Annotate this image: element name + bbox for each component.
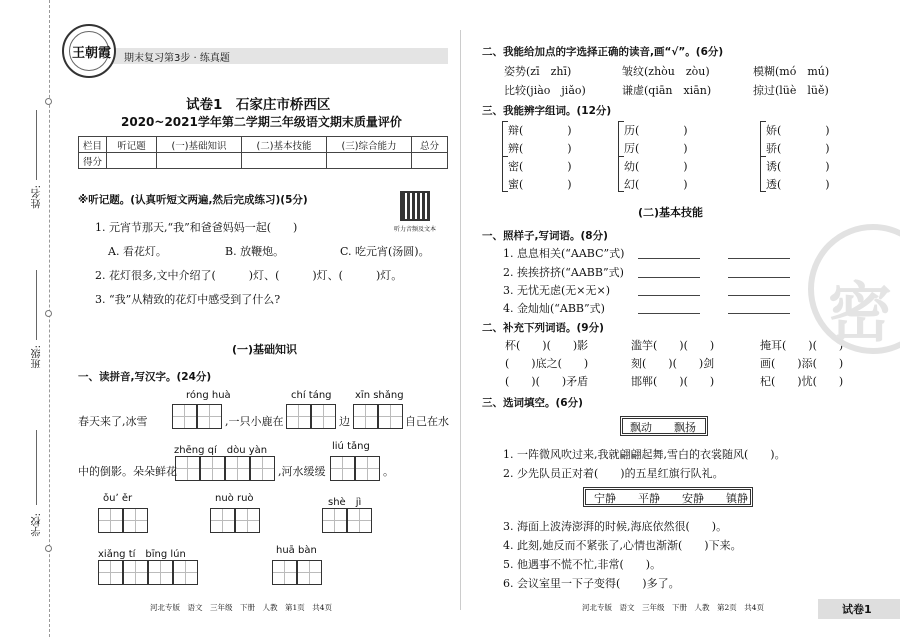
score-header-cell: (一)基础知识 bbox=[157, 137, 242, 153]
char-box[interactable] bbox=[197, 404, 222, 429]
idiom-item[interactable]: 刻( )( )剑 bbox=[631, 357, 715, 370]
sentence-part: 。 bbox=[383, 465, 394, 478]
char-box[interactable] bbox=[311, 404, 336, 429]
score-row-label: 得分 bbox=[79, 153, 107, 169]
char-box[interactable] bbox=[225, 456, 250, 481]
sentence-part: ,一只小鹿在 bbox=[225, 415, 284, 428]
q3-heading: 三、我能辨字组词。(12分) bbox=[482, 105, 612, 117]
pinyin: róng huà bbox=[186, 390, 231, 401]
char-box[interactable] bbox=[286, 404, 311, 429]
school-label: 学校: bbox=[32, 513, 43, 537]
word-group-item[interactable]: 厉( ) bbox=[624, 142, 688, 155]
char-box[interactable] bbox=[172, 404, 197, 429]
name-label: 姓名: bbox=[32, 185, 43, 209]
listening-heading: ※听记题。(认真听短文两遍,然后完成练习)(5分) bbox=[78, 194, 308, 206]
paper-title: 试卷1 石家庄市桥西区 bbox=[186, 97, 331, 113]
idiom-item[interactable]: ( )( )矛盾 bbox=[505, 375, 589, 388]
pattern-item: 4. 金灿灿(“ABB”式) bbox=[503, 302, 605, 315]
binding-hole bbox=[45, 98, 52, 105]
score-cell[interactable] bbox=[107, 153, 157, 169]
part2-heading: (二)基本技能 bbox=[638, 206, 704, 219]
idiom-item[interactable]: 掩耳( )( ) bbox=[760, 339, 844, 352]
char-box[interactable] bbox=[378, 404, 403, 429]
pronunciation-item[interactable]: 皱纹(zhòu zòu) bbox=[622, 65, 710, 78]
pinyin: nuò ruò bbox=[215, 493, 254, 504]
score-header-cell: 栏目 bbox=[79, 137, 107, 153]
answer-line[interactable] bbox=[728, 258, 790, 259]
pattern-item: 2. 挨挨挤挤(“AABB”式) bbox=[503, 266, 624, 279]
qr-caption: 听力音频及文本 bbox=[394, 226, 437, 233]
score-header-cell: (二)基本技能 bbox=[242, 137, 327, 153]
char-box[interactable] bbox=[353, 404, 378, 429]
paper-subtitle: 2020~2021学年第二学期三年级语文期末质量评价 bbox=[121, 115, 402, 129]
class-blank[interactable] bbox=[36, 270, 37, 340]
idiom-item[interactable]: 邯郸( )( ) bbox=[631, 375, 715, 388]
char-box[interactable] bbox=[330, 456, 355, 481]
part1-heading: (一)基础知识 bbox=[232, 343, 298, 356]
binding-line bbox=[49, 0, 50, 637]
char-box[interactable] bbox=[322, 508, 347, 533]
score-header-cell: (三)综合能力 bbox=[327, 137, 412, 153]
listening-q3: 3. “我”从精致的花灯中感受到了什么? bbox=[95, 293, 281, 306]
answer-line[interactable] bbox=[638, 295, 700, 296]
fill-sentence: 5. 他遇事不慌不忙,非常( )。 bbox=[503, 558, 662, 571]
char-box[interactable] bbox=[123, 560, 148, 585]
pronunciation-item[interactable]: 姿势(zī zhī) bbox=[504, 65, 572, 78]
footer-left: 河北专版 语文 三年级 下册 人教 第1页 共4页 bbox=[150, 603, 333, 612]
char-box[interactable] bbox=[200, 456, 225, 481]
char-box[interactable] bbox=[173, 560, 198, 585]
pronunciation-item[interactable]: 模糊(mó mú) bbox=[753, 65, 830, 78]
fill-sentence: 3. 海面上波涛澎湃的时候,海底依然很( )。 bbox=[503, 520, 728, 533]
footer-right: 河北专版 语文 三年级 下册 人教 第2页 共4页 bbox=[582, 603, 765, 612]
score-cell[interactable] bbox=[412, 153, 448, 169]
pinyin: chí táng bbox=[291, 390, 332, 401]
pinyin: zhēng qí dòu yàn bbox=[174, 445, 268, 456]
pinyin: shè jì bbox=[328, 497, 362, 508]
part1-q1-heading: 一、读拼音,写汉字。(24分) bbox=[78, 371, 212, 383]
watermark-seal-text: 密 bbox=[828, 276, 892, 351]
char-box[interactable] bbox=[235, 508, 260, 533]
word-group-item[interactable]: 娇( ) bbox=[766, 124, 830, 137]
name-blank[interactable] bbox=[36, 110, 37, 180]
sentence-part: 自己在水 bbox=[405, 415, 449, 428]
listening-q1-option-a[interactable]: A. 看花灯。 bbox=[108, 245, 167, 258]
binding-hole bbox=[45, 545, 52, 552]
class-label: 班级: bbox=[32, 345, 43, 369]
part2-q1-heading: 一、照样子,写词语。(8分) bbox=[482, 230, 608, 242]
pinyin: huā bàn bbox=[276, 545, 317, 556]
word-choices: 飘动 飘扬 bbox=[630, 421, 696, 434]
score-header-cell: 总分 bbox=[412, 137, 448, 153]
char-box[interactable] bbox=[355, 456, 380, 481]
sentence-part: 边 bbox=[339, 415, 350, 428]
idiom-item[interactable]: ( )底之( ) bbox=[505, 357, 589, 370]
listening-q1-option-c[interactable]: C. 吃元宵(汤圆)。 bbox=[340, 245, 430, 258]
word-group-item[interactable]: 辨( ) bbox=[508, 142, 572, 155]
sentence-part: 春天来了,冰雪 bbox=[78, 415, 148, 428]
listening-q2: 2. 花灯很多,文中介绍了( )灯、( )灯、( )灯。 bbox=[95, 269, 403, 282]
pinyin: xiǎng tí bīng lún bbox=[98, 549, 186, 560]
word-group-item[interactable]: 历( ) bbox=[624, 124, 688, 137]
answer-line[interactable] bbox=[728, 295, 790, 296]
idiom-item[interactable]: 杞( )忧( ) bbox=[760, 375, 844, 388]
char-box[interactable] bbox=[297, 560, 322, 585]
char-box[interactable] bbox=[272, 560, 297, 585]
score-header-cell: 听记题 bbox=[107, 137, 157, 153]
pattern-item: 1. 息息相关(“AABC”式) bbox=[503, 247, 625, 260]
word-group-item[interactable]: 骄( ) bbox=[766, 142, 830, 155]
part2-q2-heading: 二、补充下列词语。(9分) bbox=[482, 322, 604, 334]
word-group-item[interactable]: 诱( ) bbox=[766, 160, 830, 173]
char-box[interactable] bbox=[98, 508, 123, 533]
score-cell[interactable] bbox=[157, 153, 242, 169]
sentence-part: 中的倒影。朵朵鲜花 bbox=[78, 465, 177, 478]
school-blank[interactable] bbox=[36, 430, 37, 505]
q2-heading: 二、我能给加点的字选择正确的读音,画“√”。(6分) bbox=[482, 46, 724, 58]
part2-q3-heading: 三、选词填空。(6分) bbox=[482, 397, 583, 409]
word-group-item[interactable]: 幻( ) bbox=[624, 178, 688, 191]
word-choices: 宁静 平静 安静 镇静 bbox=[594, 492, 748, 505]
word-group-item[interactable]: 幼( ) bbox=[624, 160, 688, 173]
word-group-item[interactable]: 透( ) bbox=[766, 178, 830, 191]
sentence-part: ,河水缓缓 bbox=[278, 465, 326, 478]
char-box[interactable] bbox=[123, 508, 148, 533]
logo-text: 王朝霞 bbox=[72, 46, 112, 61]
listening-q1-option-b[interactable]: B. 放鞭炮。 bbox=[225, 245, 285, 258]
idiom-item[interactable]: 杯( )( )影 bbox=[505, 339, 589, 352]
pronunciation-item[interactable]: 比较(jiào jiǎo) bbox=[504, 84, 586, 97]
score-table bbox=[78, 136, 448, 169]
listening-q1: 1. 元宵节那天,“我”和爸爸妈妈一起( ) bbox=[95, 221, 298, 234]
pinyin: xīn shǎng bbox=[355, 390, 404, 401]
word-group-item[interactable]: 蜜( ) bbox=[508, 178, 572, 191]
score-cell[interactable] bbox=[242, 153, 327, 169]
answer-line[interactable] bbox=[728, 313, 790, 314]
word-group-item[interactable]: 密( ) bbox=[508, 160, 572, 173]
fill-sentence: 4. 此刻,她反而不紧张了,心情也渐渐( )下来。 bbox=[503, 539, 742, 552]
fill-sentence: 2. 少先队员正对着( )的五星红旗行队礼。 bbox=[503, 467, 724, 480]
exam-tag: 试卷1 bbox=[842, 603, 872, 616]
qr-code[interactable] bbox=[400, 191, 430, 221]
idiom-item[interactable]: 画( )添( ) bbox=[760, 357, 844, 370]
series-title: 期末复习第3步 · 练真题 bbox=[124, 53, 230, 64]
binding-hole bbox=[45, 310, 52, 317]
pattern-item: 3. 无忧无虑(无×无×) bbox=[503, 284, 611, 297]
pinyin: ǒuʼ ěr bbox=[103, 493, 133, 504]
word-group-item[interactable]: 辩( ) bbox=[508, 124, 572, 137]
char-box[interactable] bbox=[347, 508, 372, 533]
char-box[interactable] bbox=[210, 508, 235, 533]
answer-line[interactable] bbox=[638, 277, 700, 278]
answer-line[interactable] bbox=[638, 313, 700, 314]
answer-line[interactable] bbox=[638, 258, 700, 259]
pronunciation-item[interactable]: 掠过(lüè lüě) bbox=[753, 84, 829, 97]
char-box[interactable] bbox=[148, 560, 173, 585]
fill-sentence: 6. 会议室里一下子变得( )多了。 bbox=[503, 577, 680, 590]
idiom-item[interactable]: 滥竽( )( ) bbox=[631, 339, 715, 352]
char-box[interactable] bbox=[175, 456, 200, 481]
pinyin: liú tǎng bbox=[332, 441, 370, 452]
char-box[interactable] bbox=[250, 456, 275, 481]
fill-sentence: 1. 一阵微风吹过来,我就翩翩起舞,雪白的衣裳随风( )。 bbox=[503, 448, 786, 461]
page-divider bbox=[460, 30, 461, 610]
answer-line[interactable] bbox=[728, 277, 790, 278]
brand-logo bbox=[62, 24, 116, 78]
score-cell[interactable] bbox=[327, 153, 412, 169]
char-box[interactable] bbox=[98, 560, 123, 585]
pronunciation-item[interactable]: 谦虚(qiān xiān) bbox=[622, 84, 712, 97]
